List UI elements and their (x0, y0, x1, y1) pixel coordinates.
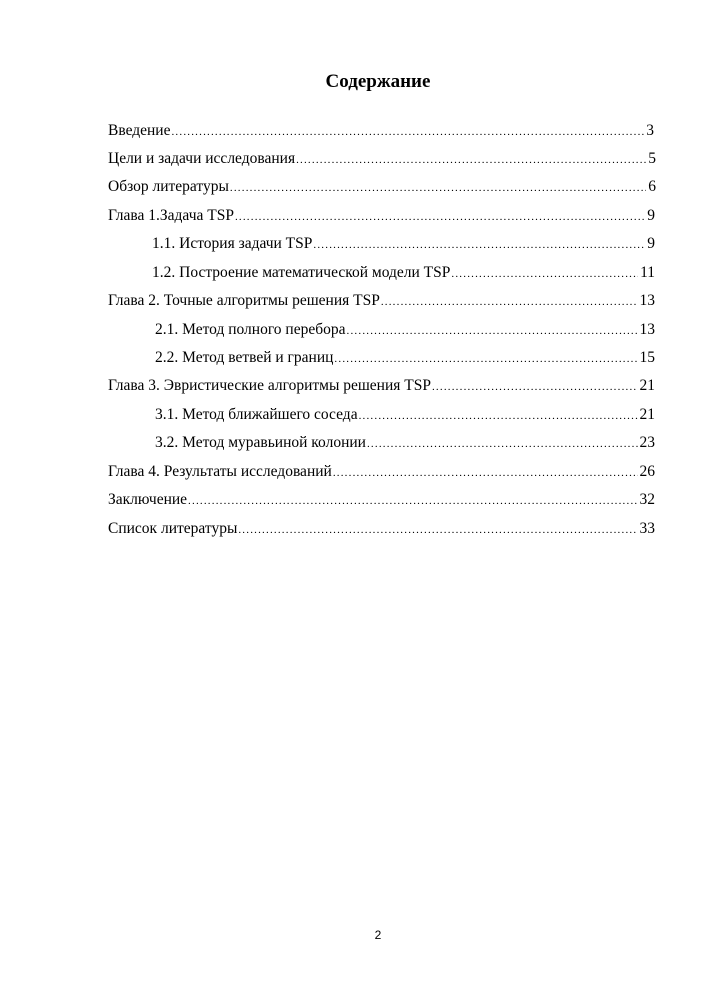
toc-entry[interactable] (155, 320, 655, 340)
toc-entry-page: 21 (639, 377, 655, 394)
toc-entry-label: Глава 2. Точные алгоритмы решения TSP (108, 292, 380, 309)
toc-entry-page: 11 (640, 264, 655, 281)
toc-leader-dots (171, 122, 644, 142)
toc-entry-label: 2.2. Метод ветвей и границ (155, 349, 334, 366)
toc-entry-label: Цели и задачи исследования (108, 150, 296, 167)
toc-entry-page: 13 (639, 321, 655, 338)
toc-entry-label: Обзор литературы (108, 178, 229, 195)
toc-entry-label: 3.1. Метод ближайшего соседа (155, 406, 358, 423)
toc-entry-label: 1.2. Построение математической модели TSP (152, 264, 451, 281)
toc-entry[interactable] (152, 234, 655, 254)
toc-entry-page: 15 (639, 349, 655, 366)
toc-entry-page: 5 (648, 150, 656, 167)
toc-entry-page: 33 (639, 520, 655, 537)
toc-entry[interactable] (108, 376, 655, 396)
toc-leader-dots (235, 207, 645, 227)
toc-entry[interactable] (108, 462, 655, 482)
toc-leader-dots (188, 491, 637, 511)
toc-leader-dots (451, 264, 638, 284)
page-number: 2 (374, 928, 382, 942)
toc-entry-page: 9 (647, 235, 655, 252)
toc-entry-label: Глава 3. Эвристические алгоритмы решения TSP (108, 377, 431, 394)
toc-entry[interactable] (108, 121, 654, 141)
toc-leader-dots (238, 520, 637, 540)
toc-title: Содержание (325, 71, 431, 92)
toc-entry[interactable] (155, 348, 655, 368)
toc-entry-page: 6 (648, 178, 656, 195)
toc-leader-dots (381, 292, 638, 312)
toc-entry-label: Введение (108, 122, 171, 139)
toc-entry-label: Глава 4. Результаты исследований (108, 463, 332, 480)
toc-leader-dots (313, 235, 645, 255)
toc-entry-label: 2.1. Метод полного перебора (155, 321, 346, 338)
toc-entry[interactable] (108, 149, 656, 169)
toc-entry-page: 23 (639, 434, 655, 451)
toc-entry[interactable] (108, 291, 655, 311)
toc-leader-dots (334, 349, 637, 369)
toc-entry-page: 26 (639, 463, 655, 480)
toc-leader-dots (230, 178, 646, 198)
toc-leader-dots (296, 150, 646, 170)
toc-entry[interactable] (108, 490, 655, 510)
toc-entry-page: 21 (639, 406, 655, 423)
toc-entry-page: 9 (647, 207, 655, 224)
toc-entry[interactable] (155, 433, 655, 453)
toc-entry[interactable] (108, 519, 655, 539)
toc-leader-dots (432, 377, 638, 397)
toc-entry-label: 3.2. Метод муравьиной колонии (155, 434, 366, 451)
toc-leader-dots (347, 321, 638, 341)
toc-entry-page: 32 (639, 491, 655, 508)
toc-entry-label: Заключение (108, 491, 188, 508)
toc-leader-dots (333, 463, 638, 483)
toc-entry[interactable] (108, 177, 656, 197)
toc-entry-label: Список литературы (108, 520, 238, 537)
toc-entry-page: 13 (639, 292, 655, 309)
toc-entry[interactable] (108, 206, 655, 226)
toc-leader-dots (367, 434, 638, 454)
toc-leader-dots (359, 406, 638, 426)
toc-entry-page: 3 (646, 122, 654, 139)
toc-entry-label: 1.1. История задачи TSP (152, 235, 313, 252)
toc-entry-label: Глава 1.Задача TSP (108, 207, 234, 224)
toc-entry[interactable] (152, 263, 655, 283)
toc-entry[interactable] (155, 405, 655, 425)
